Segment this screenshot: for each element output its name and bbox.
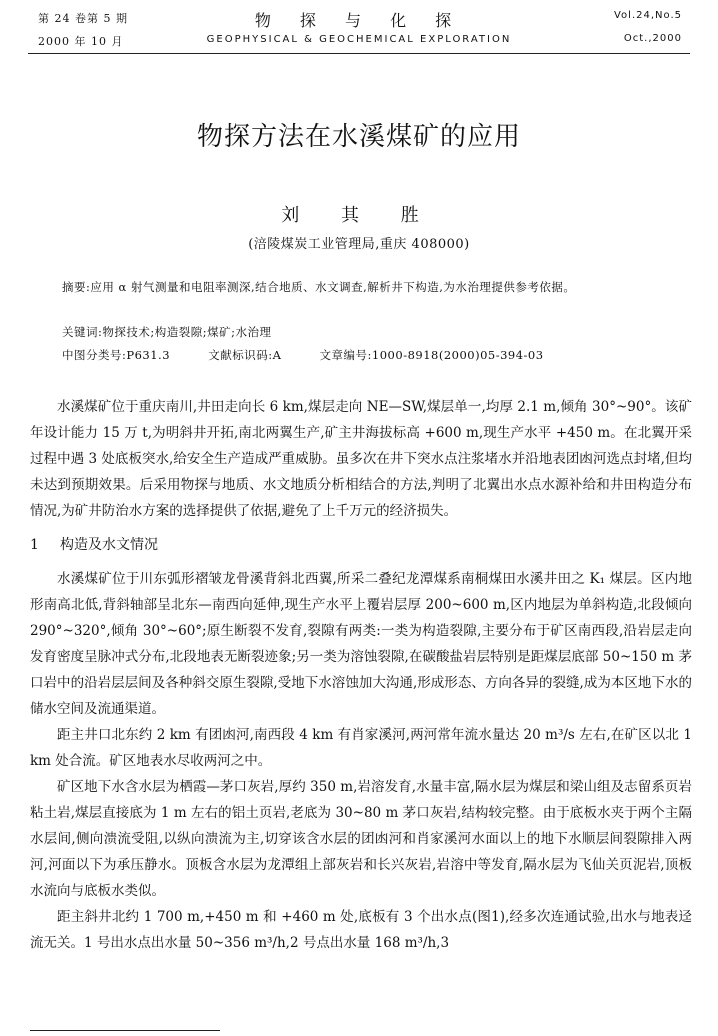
intro-paragraph: 水溪煤矿位于重庆南川,井田走向长 6 km,煤层走向 NE—SW,煤层单一,均厚 2.1 m,倾角 30°~90°。该矿年设计能力 15 万 t,为明斜井开拓,南北两翼生产,矿主井海拔标高 +600 m,现生产水平 +450 m。在北翼开采过程中遇 3 处底板突水,给安全生产造成严重威胁。虽多次在井下突水点注浆堵水并沿地表团凼河选点封堵,但均未达到预期效果。后采用物探与地质、水文地质分析相结合的方法,判明了北翼出水点水源补给和井田构造分布情况,为矿井防治水方案的选择提供了依据,避免了上千万元的经济损失。 [30, 399, 692, 519]
body-paragraph: 距主斜井北约 1 700 m,+450 m 和 +460 m 处,底板有 3 个出水点(图1),经多次连通试验,出水与地表迳流无关。1 号出水点出水量 50~356 m³/h,2 号点出水量 168 m³/h,3 [30, 909, 692, 951]
clc-number: 中图分类号:P631.3 [62, 348, 171, 362]
document-code: 文献标识码:A [208, 348, 282, 362]
section-number: 1 [30, 537, 39, 553]
body-paragraph: 距主井口北东约 2 km 有团凼河,南西段 4 km 有肖家溪河,两河常年流水量达 20 m³/s 左右,在矿区以北 1 km 处合流。矿区地表水尽收两河之中。 [30, 727, 692, 769]
body-paragraph: 矿区地下水含水层为栖霞—茅口灰岩,厚约 350 m,岩溶发育,水量丰富,隔水层为煤层和梁山组及志留系页岩粘土岩,煤层直接底为 1 m 左右的铝土页岩,老底为 30~80 m 茅口灰岩,结构较完整。由于底板水夹于两个主隔水层间,侧向溃流受阻,以纵向溃流为主,切穿该含水层的团凼河和肖家溪河水面以上的地下水顺层间裂隙排入两河,河面以下为承压静水。顶板含水层为龙潭组上部灰岩和长兴灰岩,岩溶中等发育,隔水层为飞仙关页泥岩,顶板水流向与底板水类似。 [30, 779, 692, 899]
section-heading [30, 532, 692, 558]
footnote-rule [30, 1030, 220, 1031]
author-affiliation: (涪陵煤炭工业管理局,重庆 408000) [248, 237, 470, 252]
article-number: 文章编号:1000-8918(2000)05-394-03 [319, 348, 544, 362]
section-title: 构造及水文情况 [60, 537, 158, 553]
classification-line [62, 344, 682, 366]
journal-name-en: GEOPHYSICAL & GEOCHEMICAL EXPLORATION [206, 34, 512, 45]
publication-date-cn: 2000 年 10 月 [38, 35, 124, 48]
journal-name-cn: 物 探 与 化 探 [254, 11, 464, 30]
body-paragraph: 水溪煤矿位于川东弧形褶皱龙骨溪背斜北西翼,所采二叠纪龙潭煤系南桐煤田水溪井田之 K₁ 煤层。区内地形南高北低,背斜轴部呈北东—南西向延伸,现生产水平上覆岩层厚 200~600 m,区内地层为单斜构造,北段倾向 290°~320°,倾角 30°~60°;原生断裂不发育,裂隙有两类:一类为构造裂隙,主要分布于矿区南西段,沿岩层走向发育密度呈脉冲式分布,北段地表无断裂迹象;另一类为溶蚀裂隙,在碳酸盐岩层特别是距煤层底部 50~150 m 茅口岩中的沿岩层层间及各种斜交原生裂隙,受地下水溶蚀加大沟通,形成形态、方向各异的裂缝,成为本区地下水的储水空间及流通渠道。 [30, 571, 692, 717]
publication-date-en: Oct.,2000 [623, 33, 682, 44]
volume-issue-en: Vol.24,No.5 [613, 10, 682, 21]
keywords: 关键词:物探技术;构造裂隙;煤矿;水治理 [62, 325, 272, 339]
paper-author: 刘 其 胜 [281, 205, 437, 226]
paper-body [30, 394, 692, 956]
volume-issue-cn: 第 24 卷第 5 期 [38, 12, 128, 25]
abstract: 摘要:应用 α 射气测量和电阻率测深,结合地质、水文调查,解析井下构造,为水治理提供参考依据。 [62, 280, 576, 294]
paper-title: 物探方法在水溪煤矿的应用 [196, 122, 521, 152]
header-rule [28, 53, 690, 54]
